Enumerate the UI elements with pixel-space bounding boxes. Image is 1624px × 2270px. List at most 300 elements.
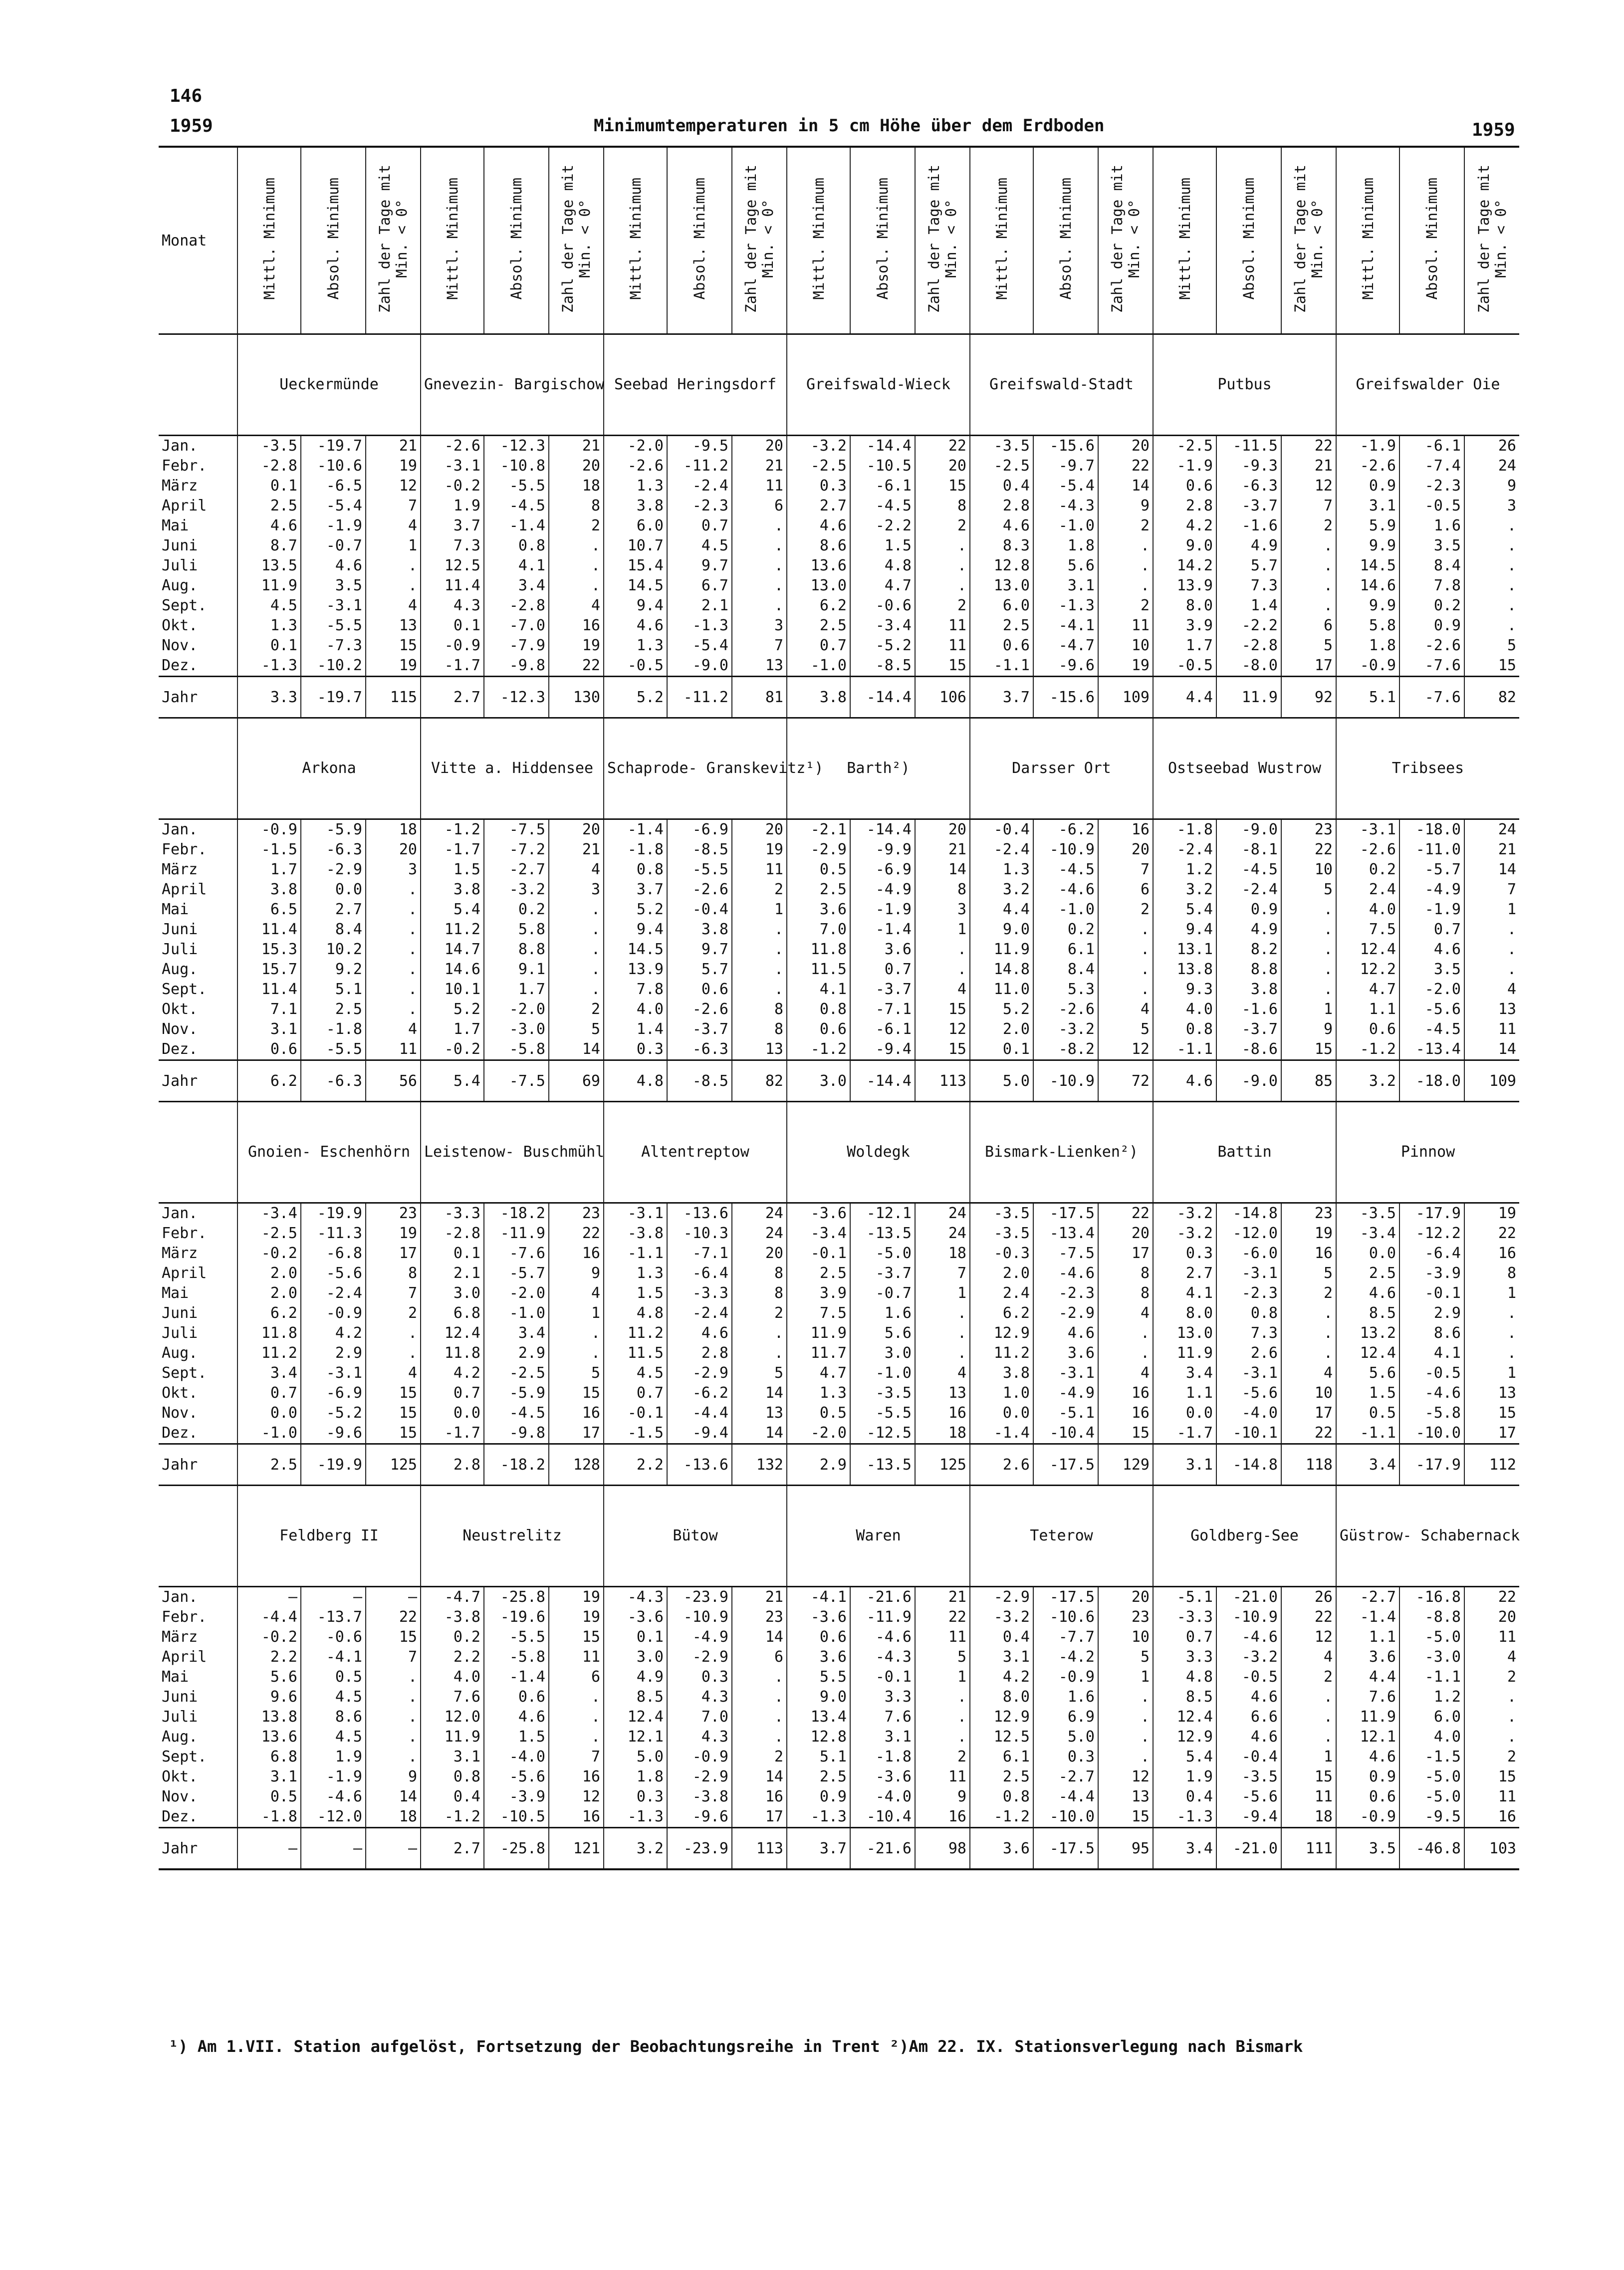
absolute-minimum-cell: 0.3 [1033,1747,1098,1767]
absolute-minimum-cell: -8.8 [1399,1607,1464,1627]
absolute-minimum-cell: -5.6 [484,1767,549,1787]
absolute-minimum-cell: -11.5 [1216,436,1281,457]
mean-minimum-cell: 7.0 [787,920,850,940]
mean-minimum-cell: 4.5 [604,1363,667,1383]
mean-minimum-cell: 8.0 [970,1687,1033,1707]
absolute-minimum-cell: -1.3 [1033,596,1098,616]
annual-absolute-minimum: -21.0 [1216,1828,1281,1870]
frost-days-cell: 16 [549,1244,604,1263]
mean-minimum-cell: 2.0 [237,1263,301,1283]
frost-days-cell: 8 [1464,1263,1519,1283]
mean-minimum-cell: – [237,1587,301,1608]
station-name-row [159,1486,1519,1587]
annual-label: Jahr [159,677,237,718]
frost-days-cell: 20 [732,436,787,457]
mean-minimum-cell: -3.8 [604,1224,667,1244]
frost-days-cell: 2 [915,516,970,536]
frost-days-cell: . [1281,900,1336,920]
frost-days-cell: 3 [366,860,421,880]
mean-minimum-cell: -2.5 [970,456,1033,476]
absolute-minimum-cell: -1.9 [301,1767,366,1787]
mean-minimum-cell: 4.8 [1153,1667,1216,1687]
absolute-minimum-cell: 8.6 [1399,1323,1464,1343]
frost-days-cell: . [1281,1323,1336,1343]
mean-minimum-cell: -3.1 [421,456,484,476]
mean-minimum-cell: 9.4 [604,596,667,616]
mean-minimum-cell: 4.7 [787,1363,850,1383]
mean-minimum-cell: 7.6 [421,1687,484,1707]
frost-days-cell: . [732,596,787,616]
absolute-minimum-cell: -3.3 [667,1283,732,1303]
mean-minimum-cell: 7.6 [1336,1687,1399,1707]
mean-minimum-cell: 5.4 [1153,900,1216,920]
month-label: Sept. [162,1748,207,1766]
table-row [159,1323,1519,1343]
absolute-minimum-cell: -8.5 [667,840,732,860]
annual-absolute-minimum: -14.4 [850,1060,915,1102]
absolute-minimum-cell: -5.4 [1033,476,1098,496]
column-header-cell [1216,147,1281,334]
month-label: Sept. [162,597,207,614]
absolute-minimum-cell: -5.6 [1399,1000,1464,1019]
mean-minimum-cell: -1.1 [1153,1039,1216,1060]
absolute-minimum-cell: -2.0 [484,1283,549,1303]
absolute-minimum-cell: 2.5 [301,1000,366,1019]
frost-days-cell: 12 [1281,1627,1336,1647]
frost-days-cell: 23 [1281,819,1336,840]
absolute-minimum-cell: 7.3 [1216,576,1281,596]
frost-days-cell: 2 [732,1303,787,1323]
annual-absolute-minimum: -18.2 [484,1444,549,1486]
absolute-minimum-cell: -13.7 [301,1607,366,1627]
mean-minimum-cell: -1.5 [604,1423,667,1444]
annual-frost-days: 132 [732,1444,787,1486]
absolute-minimum-cell: 4.1 [1399,1343,1464,1363]
annual-mean-minimum: 2.6 [970,1444,1033,1486]
frost-days-cell: 19 [549,1587,604,1608]
frost-days-cell: . [732,940,787,960]
station-name: Greifswald-Stadt [970,334,1153,436]
annual-mean-minimum: 2.9 [787,1444,850,1486]
mean-minimum-cell: 4.2 [1153,516,1216,536]
absolute-minimum-cell: -3.5 [850,1383,915,1403]
annual-absolute-minimum: -14.8 [1216,1444,1281,1486]
absolute-minimum-cell: 1.2 [1399,1687,1464,1707]
absolute-minimum-cell: -2.6 [667,880,732,900]
mean-minimum-cell: 6.8 [237,1747,301,1767]
annual-mean-minimum: 4.8 [604,1060,667,1102]
frost-days-cell: . [1464,1323,1519,1343]
frost-days-cell: 7 [366,496,421,516]
frost-days-cell: 11 [1464,1019,1519,1039]
mean-minimum-cell: 1.4 [604,1019,667,1039]
absolute-minimum-cell: -8.1 [1216,840,1281,860]
page-number: 146 [170,86,203,106]
frost-days-cell: 1 [1464,1283,1519,1303]
absolute-minimum-cell: 4.7 [850,576,915,596]
mean-minimum-cell: 1.8 [604,1767,667,1787]
mean-minimum-cell: 14.5 [1336,556,1399,576]
absolute-minimum-cell: 2.9 [1399,1303,1464,1323]
frost-days-cell: 7 [549,1747,604,1767]
absolute-minimum-cell: -5.5 [301,1039,366,1060]
absolute-minimum-cell: -7.2 [484,840,549,860]
frost-days-cell: . [915,1343,970,1363]
annual-mean-minimum: 3.1 [1153,1444,1216,1486]
mean-minimum-cell: -1.9 [1336,436,1399,457]
absolute-minimum-cell: -1.6 [1216,516,1281,536]
frost-days-cell: 2 [366,1303,421,1323]
mean-minimum-cell: 12.1 [604,1727,667,1747]
mean-minimum-cell: -1.7 [421,840,484,860]
mean-minimum-cell: -1.0 [237,1423,301,1444]
frost-days-cell: . [915,1303,970,1323]
frost-days-cell: 4 [1464,1647,1519,1667]
table-row [159,556,1519,576]
annual-mean-minimum: 4.4 [1153,677,1216,718]
mean-minimum-cell: 3.1 [1336,496,1399,516]
frost-days-cell: . [366,980,421,1000]
frost-days-cell: 13 [1464,1383,1519,1403]
absolute-minimum-cell: -17.5 [1033,1587,1098,1608]
annual-absolute-minimum: -8.5 [667,1060,732,1102]
absolute-minimum-cell: 4.6 [301,556,366,576]
annual-frost-days: 56 [366,1060,421,1102]
table-row [159,1767,1519,1787]
mean-minimum-cell: 2.8 [1153,496,1216,516]
mean-minimum-cell: 0.2 [1336,860,1399,880]
mean-minimum-cell: 14.7 [421,940,484,960]
absolute-minimum-cell: -3.1 [1216,1263,1281,1283]
absolute-minimum-cell: -11.2 [667,456,732,476]
table-row [159,860,1519,880]
frost-days-cell: 15 [366,1383,421,1403]
mean-minimum-cell: 3.7 [421,516,484,536]
absolute-minimum-cell: -2.7 [1033,1767,1098,1787]
annual-absolute-minimum: -15.6 [1033,677,1098,718]
mean-minimum-cell: 7.3 [421,536,484,556]
month-label: März [162,1628,198,1646]
table-row [159,1747,1519,1767]
month-label: Aug. [162,1728,198,1746]
station-name: Battin [1153,1102,1336,1203]
absolute-minimum-cell: -1.4 [484,1667,549,1687]
year-left: 1959 [170,116,213,136]
month-label: Mai [162,517,189,534]
annual-absolute-minimum: -7.6 [1399,677,1464,718]
frost-days-cell: 13 [366,616,421,636]
annual-mean-minimum: 3.6 [970,1828,1033,1870]
table-row [159,1607,1519,1627]
absolute-minimum-cell: 5.3 [1033,980,1098,1000]
frost-days-cell: 22 [1098,1203,1153,1224]
mean-minimum-cell: -0.9 [1336,1807,1399,1828]
mean-minimum-cell: -2.8 [421,1224,484,1244]
absolute-minimum-cell: 0.8 [1216,1303,1281,1323]
mean-minimum-cell: 0.3 [604,1787,667,1807]
frost-days-cell: 2 [1464,1747,1519,1767]
absolute-minimum-cell: -4.9 [850,880,915,900]
frost-days-cell: 18 [1281,1807,1336,1828]
absolute-minimum-cell: 8.8 [484,940,549,960]
mean-minimum-cell: 0.7 [787,636,850,656]
mean-minimum-cell: 12.2 [1336,960,1399,980]
frost-days-cell: 8 [1098,1263,1153,1283]
absolute-minimum-cell: 1.8 [1033,536,1098,556]
absolute-minimum-cell: -3.6 [850,1767,915,1787]
mean-minimum-cell: -3.5 [970,1224,1033,1244]
mean-minimum-cell: 3.7 [604,880,667,900]
absolute-minimum-cell: -2.4 [301,1283,366,1303]
mean-minimum-cell: 13.1 [1153,940,1216,960]
mean-minimum-cell: -0.9 [237,819,301,840]
frost-days-cell: 9 [1098,496,1153,516]
month-label: Juni [162,1688,198,1706]
frost-days-cell: 2 [549,516,604,536]
column-header-cell [549,147,604,334]
absolute-minimum-cell: -4.0 [850,1787,915,1807]
annual-frost-days: – [366,1828,421,1870]
absolute-minimum-cell: -5.0 [1399,1767,1464,1787]
month-label: Juni [162,921,198,938]
mean-minimum-cell: 0.6 [1153,476,1216,496]
frost-days-cell: 19 [549,1607,604,1627]
mean-minimum-cell: 0.7 [421,1383,484,1403]
absolute-minimum-cell: -8.2 [1033,1039,1098,1060]
absolute-minimum-cell: -3.7 [667,1019,732,1039]
absolute-minimum-cell: -1.0 [850,1363,915,1383]
absolute-minimum-cell: 4.9 [1216,536,1281,556]
mean-minimum-cell: 0.5 [237,1787,301,1807]
mean-minimum-cell: -1.8 [237,1807,301,1828]
absolute-minimum-cell: -7.3 [301,636,366,656]
station-name: Greifswalder Oie [1336,334,1519,436]
frost-days-cell: . [1464,556,1519,576]
column-header-cell [1464,147,1519,334]
mean-minimum-cell: 11.0 [970,980,1033,1000]
mean-minimum-cell: -1.4 [970,1423,1033,1444]
mean-minimum-cell: -0.5 [604,656,667,677]
absolute-minimum-cell: -1.6 [1216,1000,1281,1019]
mean-minimum-cell: 2.5 [237,496,301,516]
mean-minimum-cell: 11.9 [970,940,1033,960]
mean-minimum-cell: -3.4 [787,1224,850,1244]
mean-minimum-cell: 5.0 [604,1747,667,1767]
frost-days-cell: . [1464,1343,1519,1363]
column-header-cell [915,147,970,334]
frost-days-cell: 4 [549,1283,604,1303]
month-label: Sept. [162,981,207,998]
annual-frost-days: 98 [915,1828,970,1870]
mean-minimum-cell: 7.5 [1336,920,1399,940]
mean-minimum-cell: 0.6 [1336,1787,1399,1807]
frost-days-cell: . [1098,1747,1153,1767]
mean-minimum-cell: 0.9 [1336,476,1399,496]
annual-absolute-minimum: -17.9 [1399,1444,1464,1486]
absolute-minimum-cell: -1.8 [301,1019,366,1039]
annual-mean-minimum: 3.8 [787,677,850,718]
frost-days-cell: 15 [915,1000,970,1019]
mean-minimum-cell: -4.1 [787,1587,850,1608]
frost-days-cell: 15 [915,476,970,496]
frost-days-cell: 1 [1464,900,1519,920]
month-label: Aug. [162,577,198,594]
frost-days-cell: 14 [1464,1039,1519,1060]
frost-days-cell: 22 [1281,1607,1336,1627]
frost-days-cell: – [366,1587,421,1608]
absolute-minimum-cell: -4.0 [1216,1403,1281,1423]
annual-absolute-minimum: -17.5 [1033,1444,1098,1486]
month-label: März [162,861,198,878]
frost-days-cell: 2 [732,880,787,900]
mean-minimum-cell: 13.6 [237,1727,301,1747]
frost-days-cell: 23 [1281,1203,1336,1224]
month-label: Mai [162,1284,189,1302]
absolute-minimum-cell: -10.0 [1399,1423,1464,1444]
frost-days-cell: 3 [549,880,604,900]
frost-days-cell: . [549,556,604,576]
frost-days-cell: 18 [366,819,421,840]
mean-minimum-cell: 11.8 [237,1323,301,1343]
mean-minimum-cell: 11.8 [787,940,850,960]
frost-days-cell: 4 [549,596,604,616]
absolute-minimum-cell: 0.3 [667,1667,732,1687]
mean-minimum-cell: 0.1 [970,1039,1033,1060]
month-label: Febr. [162,1225,207,1242]
mean-minimum-cell: 2.0 [970,1019,1033,1039]
absolute-minimum-cell: -9.6 [667,1807,732,1828]
frost-days-cell: 4 [1464,980,1519,1000]
frost-days-cell: . [366,1707,421,1727]
absolute-minimum-cell: -14.4 [850,436,915,457]
mean-minimum-cell: 1.7 [237,860,301,880]
mean-minimum-cell: 4.6 [1336,1747,1399,1767]
mean-minimum-cell: 1.5 [1336,1383,1399,1403]
annual-absolute-minimum: – [301,1828,366,1870]
absolute-minimum-cell: -4.5 [1033,860,1098,880]
mean-minimum-cell: 14.6 [421,960,484,980]
absolute-minimum-cell: 3.6 [1033,1343,1098,1363]
frost-days-cell: 8 [549,496,604,516]
mean-minimum-cell: 0.4 [421,1787,484,1807]
absolute-minimum-cell: 0.2 [1399,596,1464,616]
mean-minimum-cell: 3.4 [237,1363,301,1383]
mean-minimum-cell: 11.7 [787,1343,850,1363]
absolute-minimum-cell: -2.9 [667,1647,732,1667]
mean-minimum-cell: -2.9 [970,1587,1033,1608]
mean-minimum-cell: -1.9 [1153,456,1216,476]
absolute-minimum-cell: -4.6 [1399,1383,1464,1403]
mean-minimum-cell: 13.9 [604,960,667,980]
absolute-minimum-cell: -3.1 [1033,1363,1098,1383]
absolute-minimum-cell: -2.8 [1216,636,1281,656]
frost-days-cell: 22 [549,1224,604,1244]
absolute-minimum-cell: -9.8 [484,1423,549,1444]
mean-minimum-cell: 3.8 [237,880,301,900]
frost-days-cell: 16 [1464,1244,1519,1263]
frost-days-cell: . [549,960,604,980]
frost-days-cell: . [1098,576,1153,596]
frost-days-cell: 17 [366,1244,421,1263]
frost-days-cell: . [366,1343,421,1363]
frost-days-cell: 23 [732,1607,787,1627]
station-name: Bütow [604,1486,787,1587]
absolute-minimum-cell: -0.7 [850,1283,915,1303]
absolute-minimum-cell: -4.3 [1033,496,1098,516]
station-name: Pinnow [1336,1102,1519,1203]
mean-minimum-cell: -5.1 [1153,1587,1216,1608]
absolute-minimum-cell: 1.6 [1399,516,1464,536]
frost-days-cell: 11 [915,616,970,636]
frost-days-cell: 21 [732,456,787,476]
mean-minimum-cell: 3.8 [970,1363,1033,1383]
mean-minimum-cell: -0.3 [970,1244,1033,1263]
frost-days-cell: 18 [549,476,604,496]
frost-days-cell: 6 [549,1667,604,1687]
absolute-minimum-cell: 3.1 [1033,576,1098,596]
frost-days-cell: 22 [549,656,604,677]
frost-days-cell: 26 [1281,1587,1336,1608]
mean-minimum-cell: -2.6 [604,456,667,476]
annual-frost-days: 92 [1281,677,1336,718]
absolute-minimum-header: Absol. Minimum [691,177,708,300]
mean-minimum-cell: 13.8 [1153,960,1216,980]
temperature-table [159,146,1519,1870]
frost-days-cell: 24 [732,1203,787,1224]
table-row [159,1383,1519,1403]
frost-days-cell: . [732,1727,787,1747]
mean-minimum-cell: 0.8 [970,1787,1033,1807]
mean-minimum-cell: 14.5 [604,940,667,960]
mean-minimum-cell: 4.9 [604,1667,667,1687]
frost-days-cell: 2 [549,1000,604,1019]
mean-minimum-cell: 14.5 [604,576,667,596]
frost-days-cell: 20 [1464,1607,1519,1627]
table-row [159,1647,1519,1667]
frost-days-cell: 22 [1464,1587,1519,1608]
frost-days-cell: 8 [732,1000,787,1019]
station-name: Woldegk [787,1102,970,1203]
mean-minimum-cell: 12.1 [1336,1727,1399,1747]
mean-minimum-cell: 0.4 [1153,1787,1216,1807]
annual-frost-days: 118 [1281,1444,1336,1486]
mean-minimum-cell: 0.1 [421,616,484,636]
frost-days-cell: 15 [549,1627,604,1647]
absolute-minimum-cell: -4.1 [1033,616,1098,636]
absolute-minimum-cell: -5.5 [484,1627,549,1647]
absolute-minimum-cell: 0.7 [850,960,915,980]
frost-days-header: Zahl der Tage mit Min. < 0° [559,164,593,313]
absolute-minimum-cell: -1.1 [1399,1667,1464,1687]
absolute-minimum-cell: -16.8 [1399,1587,1464,1608]
frost-days-cell: 24 [1464,456,1519,476]
column-header-cell [1281,147,1336,334]
absolute-minimum-cell: -4.6 [301,1787,366,1807]
mean-minimum-cell: 5.4 [421,900,484,920]
frost-days-cell: 5 [549,1363,604,1383]
absolute-minimum-cell: -5.6 [301,1263,366,1283]
absolute-minimum-cell: 2.1 [667,596,732,616]
mean-minimum-cell: -2.1 [787,819,850,840]
frost-days-cell: 14 [915,860,970,880]
frost-days-cell: 23 [549,1203,604,1224]
table-row [159,980,1519,1000]
station-name: Güstrow- Schabernack [1336,1486,1519,1587]
mean-minimum-cell: -1.2 [421,819,484,840]
absolute-minimum-cell: -2.9 [667,1767,732,1787]
mean-minimum-header: Mittl. Minimum [1359,177,1377,300]
table-row [159,576,1519,596]
